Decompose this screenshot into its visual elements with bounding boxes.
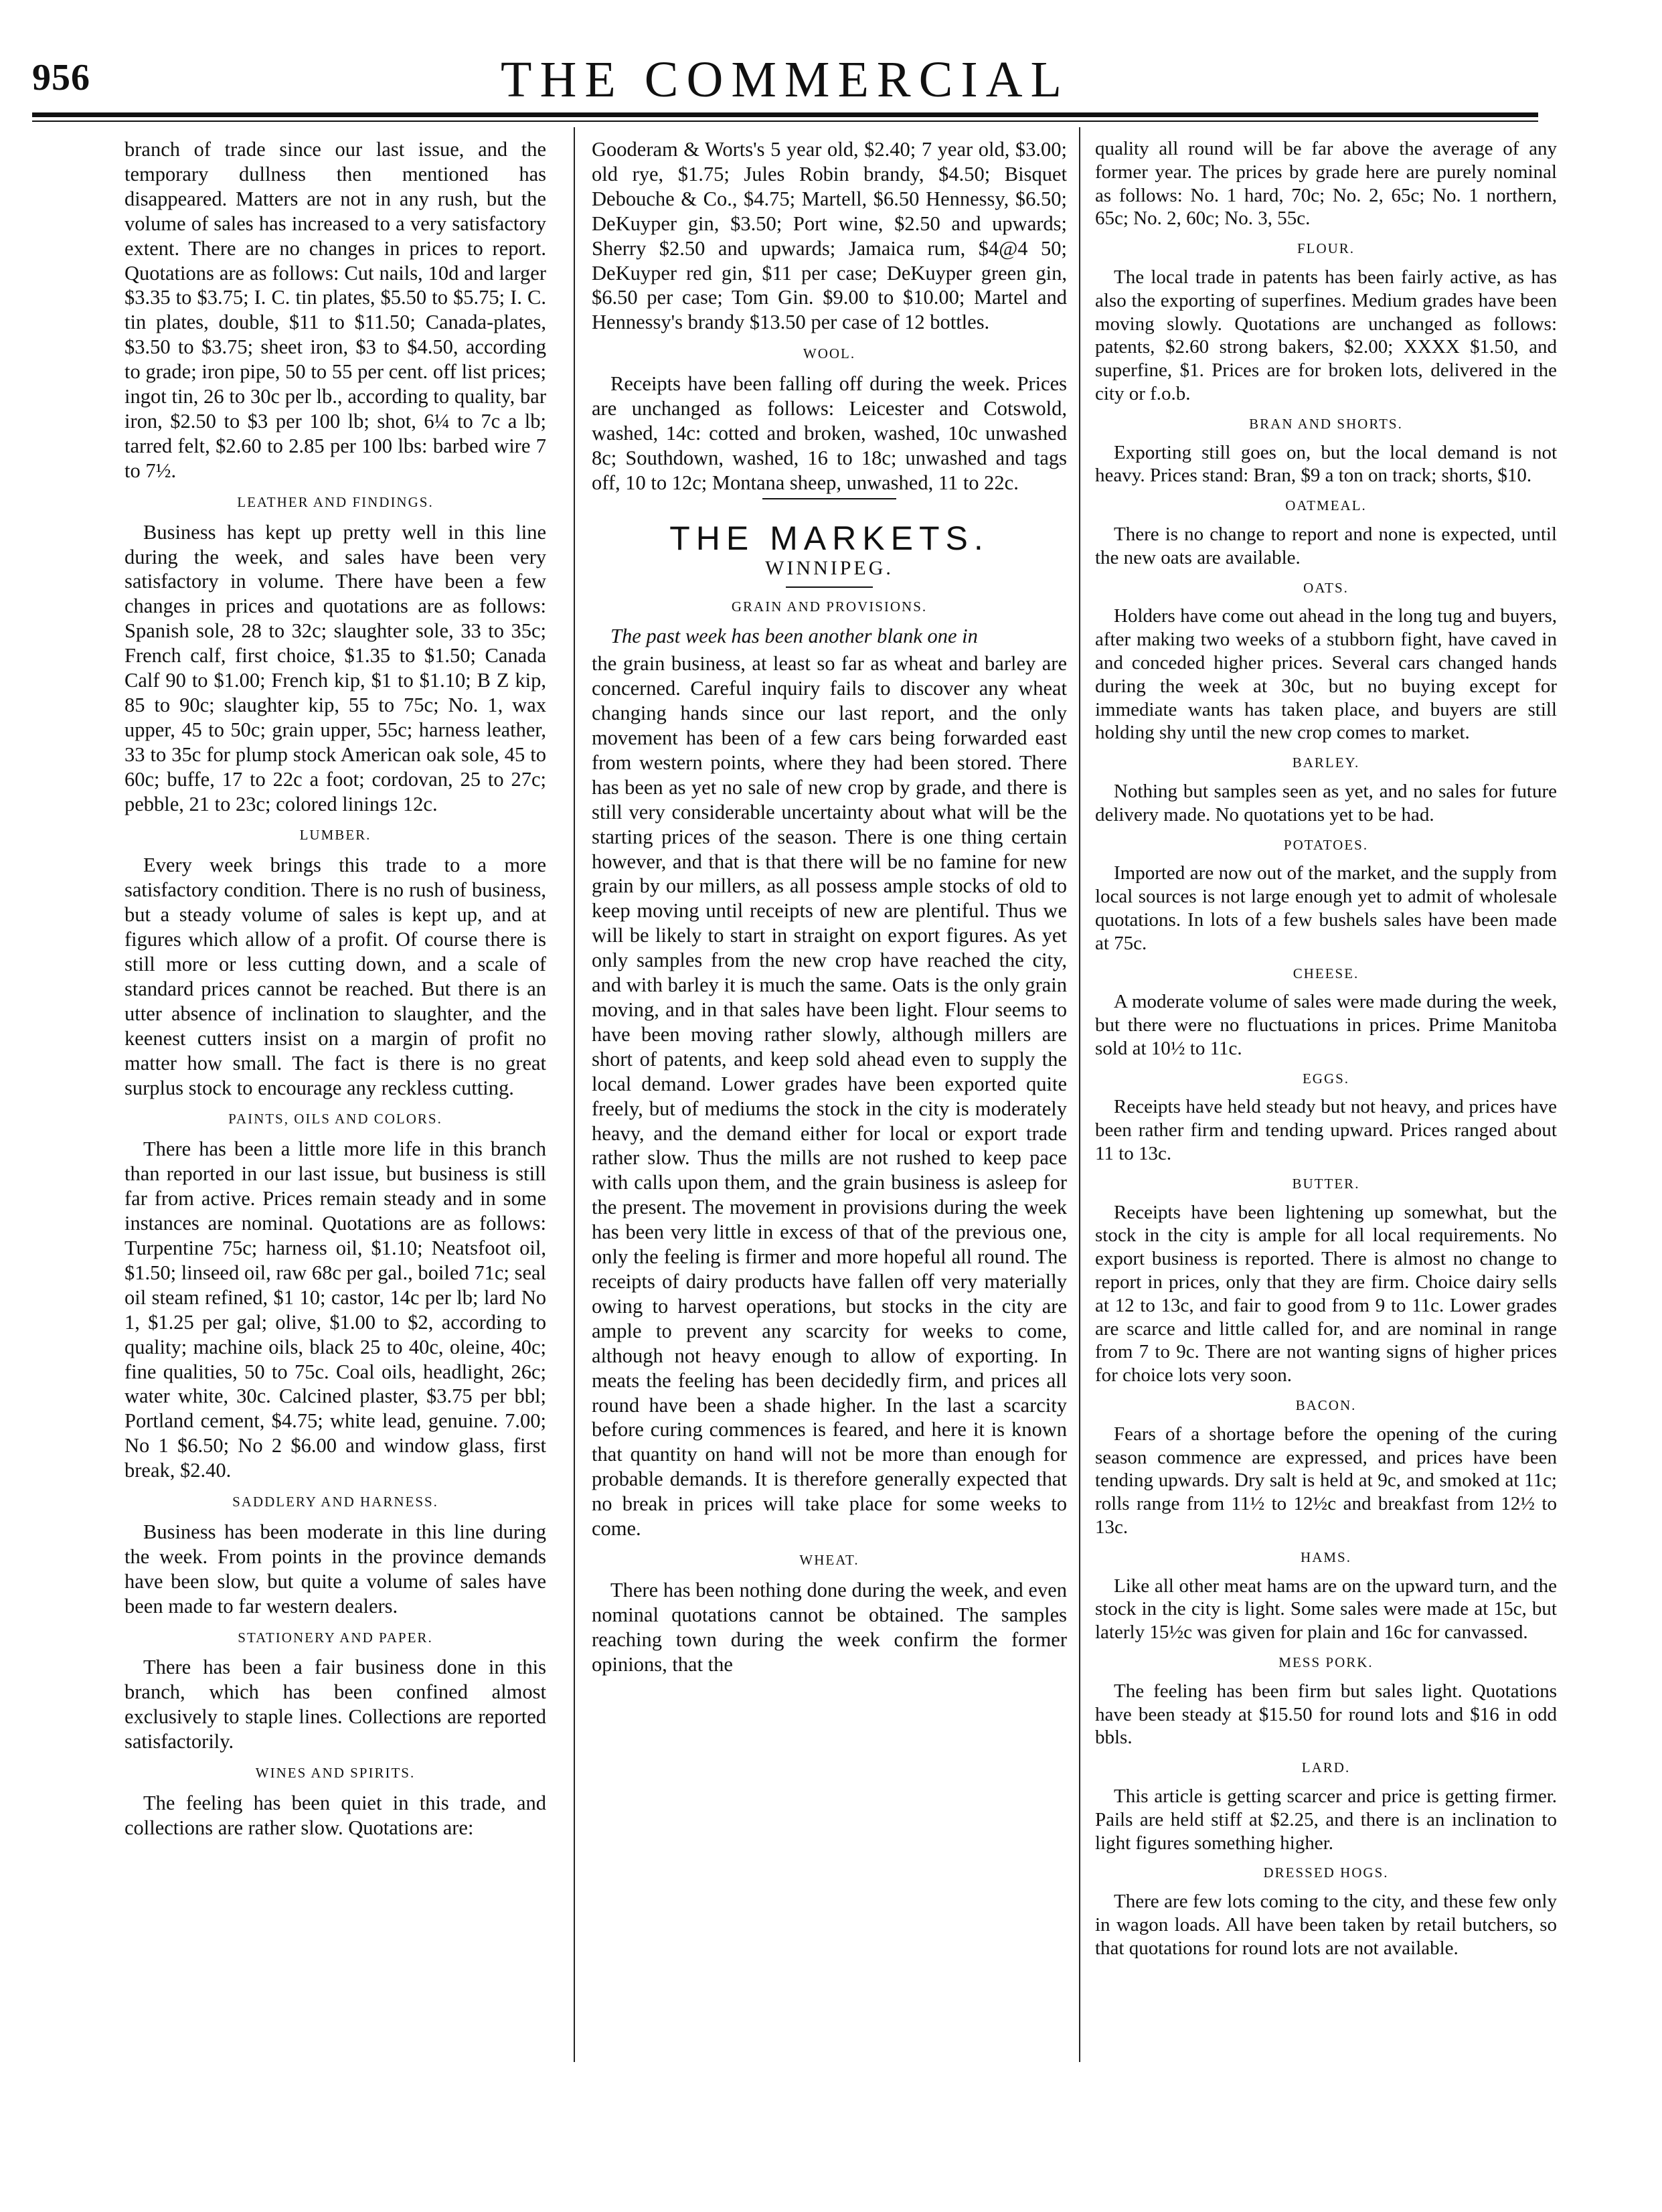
column-3: [1095, 137, 1557, 1963]
paragraph-grain-lead: The past week has been another blank one in: [610, 625, 978, 648]
section-heading-barley: BARLEY.: [1292, 755, 1360, 771]
markets-title: THE MARKETS.: [669, 519, 989, 557]
section-heading-wheat: WHEAT.: [799, 1551, 859, 1568]
page-header: [32, 52, 1538, 110]
paragraph-flour: The local trade in patents has been fairly active, as has also the exporting of superfines. Medium grades have been moving slowly. Quotations are unchanged as follows: patents, $2.60 strong bakers, $2.00; XXXX $1.50, and superfine, $1. Prices are for broken lots, delivered in the city or f.o.b.: [1095, 266, 1557, 404]
paragraph-wheat-cont: quality all round will be far above the average of any former year. The prices by grade here are purely nominal as follows: No. 1 hard, 70c; No. 2, 65c; No. 1 northern, 65c; No. 2, 60c; No. 3, 55c.: [1095, 138, 1557, 230]
column-divider-2: [1079, 127, 1080, 2062]
column-2: [592, 137, 1067, 1679]
paragraph-potatoes: Imported are now out of the market, and the supply from local sources is not large enough yet to admit of wholesale quotations. In lots of a few bushels sales have been made at 75c.: [1095, 862, 1557, 954]
section-heading-mess-pork: MESS PORK.: [1278, 1654, 1374, 1671]
section-heading-dressed-hogs: DRESSED HOGS.: [1263, 1865, 1389, 1881]
paragraph-hams: Like all other meat hams are on the upward turn, and the stock in the city is light. Some sales were made at 15c, but laterly 15½c was given for plain and 16c for canvassed.: [1095, 1575, 1557, 1644]
markets-rule-top: [762, 498, 896, 499]
section-heading-paints: PAINTS, OILS AND COLORS.: [228, 1111, 442, 1127]
section-heading-oats: OATS.: [1303, 579, 1349, 596]
column-1: [124, 137, 546, 1843]
section-heading-butter: BUTTER.: [1292, 1175, 1360, 1192]
paragraph-stationery: There has been a fair business done in this branch, which has been confined almost exclusively to staple lines. Collections are reported satisfactorily.: [124, 1656, 546, 1753]
paragraph-wines: The feeling has been quiet in this trade, and collections are rather slow. Quotations are:: [124, 1792, 546, 1839]
paragraph-eggs: Receipts have held steady but not heavy, and prices have been rather firm and tending upward. Prices ranged about 11 to 13c.: [1095, 1096, 1557, 1165]
markets-rule-bottom: [786, 586, 873, 588]
paragraph-saddlery: Business has been moderate in this line during the week. From points in the province demands have been slow, but quite a volume of sales have been made to far western dealers.: [124, 1520, 546, 1617]
paragraph-paints: There has been a little more life in this branch than reported in our last issue, but business is still far from active. Prices remain steady and in some instances are nominal. Quotations are as follows: Turpentine 75c; harness oil, $1.10; Neatsfoot oil, $1.50; linseed oil, raw 68c per gal., boiled 71c; seal oil steam refined, $1 10; castor, 14c per lb; lard No 1, $1.25 per gal; olive, $1.00 to $2, according to quality; machine oils, black 25 to 40c, oleine, 40c; fine qualities, 50 to 75c. Coal oils, headlight, 26c; water white, 30c. Calcined plaster, $3.75 per bbl; Portland cement, $4.75; white lead, genuine. 7.00; No 1 $6.50; No 2 $6.00 and window glass, first break, $2.40.: [124, 1137, 546, 1482]
paragraph-wheat: There has been nothing done during the week, and even nominal quotations cannot be obtained. The samples reaching town during the week confirm the former opinions, that the: [592, 1578, 1067, 1676]
header-rule-thin: [32, 121, 1538, 122]
section-heading-grain: GRAIN AND PROVISIONS.: [731, 598, 928, 615]
section-heading-cheese: CHEESE.: [1293, 965, 1359, 981]
section-heading-hams: HAMS.: [1301, 1549, 1351, 1565]
paragraph-mess-pork: The feeling has been firm but sales light. Quotations have been steady at $15.50 for round lots and $16 in odd bbls.: [1095, 1680, 1557, 1749]
paragraph-oats: Holders have come out ahead in the long tug and buyers, after making two weeks of a stubborn fight, have caved in and conceded higher prices. Several cars changed hands during the week at 30c, but no buying except for immediate wants has taken place, and buyers are still holding shy until the new crop comes to market.: [1095, 605, 1557, 744]
section-heading-bran: BRAN AND SHORTS.: [1249, 415, 1403, 432]
journal-title: THE COMMERCIAL: [501, 52, 1070, 108]
paragraph-leather: Business has kept up pretty well in this line during the week, and sales have been very satisfactory in volume. There have been a few changes in prices and quotations are as follows: Spanish sole, 28 to 32c; slaughter sole, 33 to 35c; French calf, first choice, $1.35 to $1.50; Canada Calf 90 to $1.00; French kip, $1 to $1.10; B Z kip, 85 to 90c; slaughter kip, 55 to 75c; No. 1, wax upper, 45 to 50c; grain upper, 55c; harness leather, 33 to 35c for plump stock American oak sole, 45 to 60c; buffe, 17 to 22c a foot; cordovan, 25 to 27c; pebble, 21 to 23c; colored linings 12c.: [124, 520, 546, 815]
paragraph-hardware-cont: branch of trade since our last issue, and the temporary dullness then mentioned has disappeared. Matters are not in any rush, but the volume of sales has increased to a very satisfactory extent. There are no changes in prices to report. Quotations are as follows: Cut nails, 10d and larger $3.35 to $3.75; I. C. tin plates, $5.50 to $5.75; I. C. tin plates, double, $11 to $11.50; Canada-plates, $3.50 to $3.75; sheet iron, $3 to $4.50, according to grade; iron pipe, 50 to 55 per cent. off list prices; ingot tin, 26 to 30c per lb., according to quality, bar iron, $2.50 to $3 per 100 lb; shot, 6¼ to 7c a lb; tarred felt, $2.60 to 2.85 per 100 lbs: barbed wire 7 to 7½.: [124, 138, 546, 482]
header-rule-thick: [32, 112, 1538, 117]
section-heading-saddlery: SADDLERY AND HARNESS.: [232, 1494, 438, 1510]
section-heading-eggs: EGGS.: [1302, 1070, 1350, 1087]
section-heading-potatoes: POTATOES.: [1283, 836, 1369, 853]
page-number: 956: [32, 57, 90, 98]
paragraph-cheese: A moderate volume of sales were made during the week, but there were no fluctuations in prices. Prime Manitoba sold at 10½ to 11c.: [1095, 991, 1557, 1059]
column-divider-1: [574, 127, 575, 2062]
paragraph-wool: Receipts have been falling off during the week. Prices are unchanged as follows: Leicester and Cotswold, washed, 14c: cotted and broken, washed, 10c unwashed 8c; Southdown, washed, 16 to 18c; unwashed and tags off, 10 to 12c; Montana sheep, unwashed, 11 to 22c.: [592, 372, 1067, 494]
paragraph-dressed-hogs: There are few lots coming to the city, and these few only in wagon loads. All have been taken by retail butchers, so that quotations for round lots are not available.: [1095, 1891, 1557, 1959]
paragraph-wines-cont: Gooderam & Worts's 5 year old, $2.40; 7 year old, $3.00; old rye, $1.75; Jules Robin brandy, $4.50; Bisquet Debouche & Co., $4.75; Martell, $6.50 Hennessy, $6.50; DeKuyper gin, $3.50; Port wine, $2.50 and upwards; Sherry $2.50 and upwards; Jamaica rum, $4@4 50; DeKuyper red gin, $11 per case; DeKuyper green gin, $6.50 per case; Tom Gin. $9.00 to $10.00; Martel and Hennessy's brandy $13.50 per case of 12 bottles.: [592, 138, 1067, 334]
section-heading-wool: WOOL.: [803, 345, 856, 362]
paragraph-bran: Exporting still goes on, but the local demand is not heavy. Prices stand: Bran, $9 a ton on track; shorts, $10.: [1095, 441, 1557, 487]
paragraph-oatmeal: There is no change to report and none is expected, until the new oats are available.: [1095, 523, 1557, 568]
paragraph-bacon: Fears of a shortage before the opening of the curing season commence are expressed, and prices have been tending upwards. Dry salt is held at 9c, and smoked at 11c; rolls range from 11½ to 12½c and breakfast from 12½ to 13c.: [1095, 1423, 1557, 1538]
markets-city: WINNIPEG.: [765, 556, 894, 579]
section-heading-wines: WINES AND SPIRITS.: [255, 1765, 416, 1782]
section-heading-leather: LEATHER AND FINDINGS.: [237, 493, 434, 510]
section-heading-lumber: LUMBER.: [299, 827, 371, 844]
paragraph-barley: Nothing but samples seen as yet, and no sales for future delivery made. No quotations yet to be had.: [1095, 780, 1557, 825]
section-heading-bacon: BACON.: [1295, 1397, 1357, 1414]
paragraph-butter: Receipts have been lightening up somewhat, but the stock in the city is ample for all local requirements. No export business is reported. There is almost no change to report in prices, only that they are firm. Choice dairy sells at 12 to 13c, and fair to good from 9 to 11c. Lower grades are scarce and little called for, and are nominal in range from 7 to 9c. There are not wanting signs of higher prices for choice lots very soon.: [1095, 1201, 1557, 1387]
section-heading-stationery: STATIONERY AND PAPER.: [238, 1629, 433, 1646]
section-heading-flour: FLOUR.: [1297, 240, 1355, 257]
paragraph-grain: the grain business, at least so far as wheat and barley are concerned. Careful inquiry fails to discover any wheat changing hands since our last report, and the only movement has been of a few cars being forwarded east from western points, where they had been stored. There has been as yet no sale of new crop by grade, and there is still very considerable uncertainty about what will be the starting prices of the season. There is one thing certain however, and that is that there will be no famine for new grain by our millers, as all possess ample stocks of old to keep moving until receipts of new are plentiful. Thus we will be likely to start in straight on export figures. As yet only samples from the new crop have reached the city, and with barley it is much the same. Oats is the only grain moving, and in that sales have been light. Flour seems to have been moving rather slowly, although millers are short of patents, and keep sold ahead even to supply the local demand. Lower grades have been exported quite freely, but of mediums the stock in the city is moderately heavy, and the demand either for local or export trade rather slow. Thus the mills are not rushed to keep pace with calls upon them, and the grain business is asleep for the present. The movement in provisions during the week has been very little in excess of that of the previous one, only the feeling is firmer and more hopeful all round. The receipts of dairy products have fallen off very materially owing to harvest operations, but stocks in the city are ample to prevent any scarcity for weeks to come, although not heavy enough to allow of exporting. In meats the feeling has been decidedly firm, and prices all round have been a shade higher. In the last a scarcity before curing commences is feared, and here it is known that quantity on hand will not be more than enough for probable demands. It is therefore generally expected that no break in prices will take place for some weeks to come.: [592, 652, 1067, 1540]
section-heading-lard: LARD.: [1301, 1759, 1351, 1776]
paragraph-lard: This article is getting scarcer and price is getting firmer. Pails are held stiff at $2.25, and there is an inclination to light figures something higher.: [1095, 1786, 1557, 1854]
paragraph-lumber: Every week brings this trade to a more satisfactory condition. There is no rush of business, but a steady volume of sales is kept up, and at figures which allow of a profit. Of course there is still more or less cutting down, and a scale of standard prices cannot be reached. But there is an utter absence of inclination to slaughter, and the keenest cutters insist on a margin of profit no matter how small. The fact is there is no great surplus stock to encourage any reckless cutting.: [124, 854, 546, 1099]
section-heading-oatmeal: OATMEAL.: [1285, 497, 1367, 514]
